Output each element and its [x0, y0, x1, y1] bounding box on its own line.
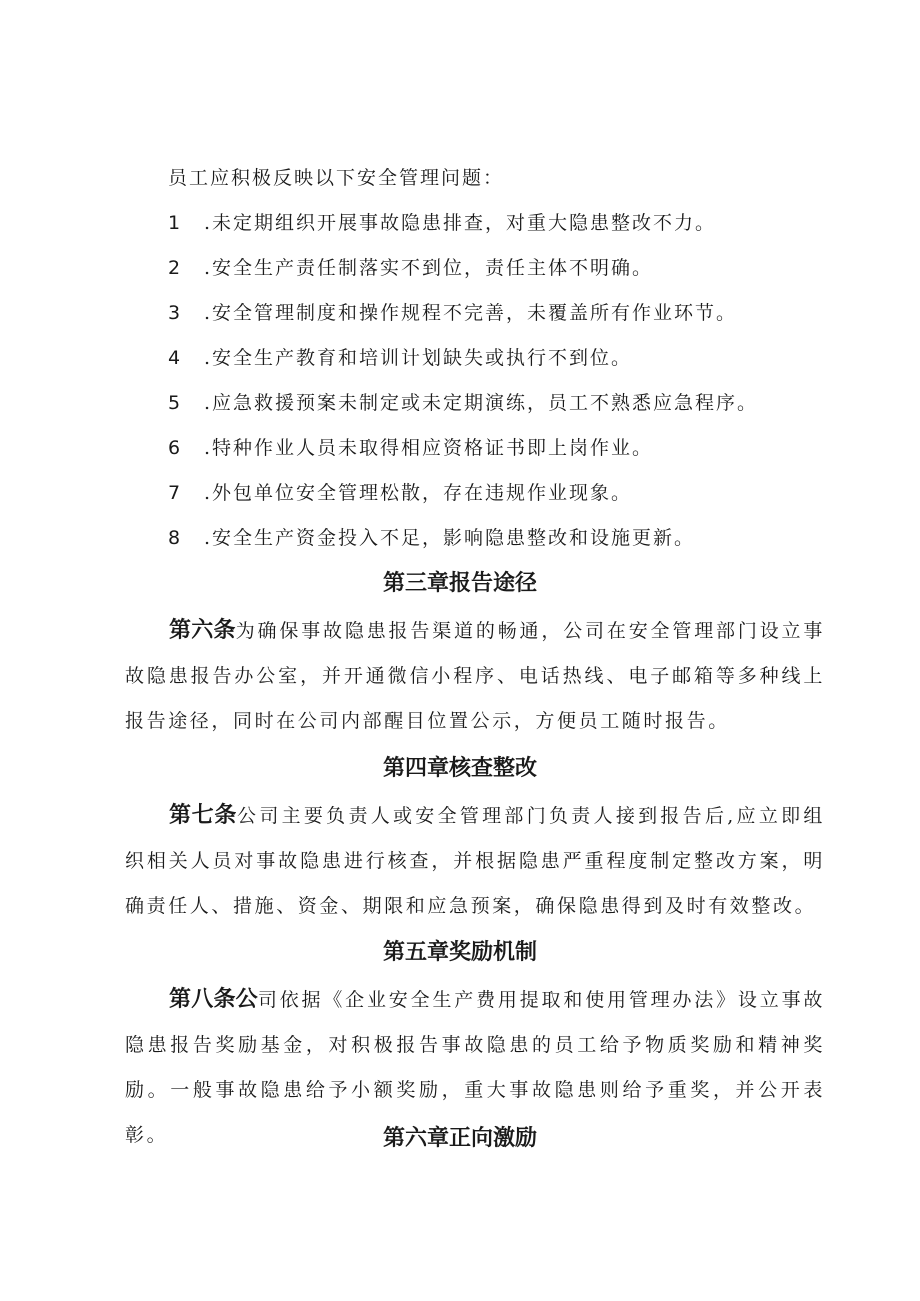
item-number: 3 [168, 302, 183, 324]
item-number: 4 [168, 347, 183, 369]
item-text: .安全生产资金投入不足，影响隐患整改和设施更新。 [204, 527, 696, 549]
item-number: 1 [168, 212, 183, 234]
article-text: 为确保事故隐患报告渠道的畅通，公司在安全管理部门设立事故隐患报告办公室，并开通微信小程序、电话热线、电子邮箱等多种线上报告途径，同时在公司内部醒目位置公示，方便员工随时报告。 [125, 620, 825, 732]
item-text: .外包单位安全管理松散，存在违规作业现象。 [204, 482, 633, 504]
item-text: .特种作业人员未取得相应资格证书即上岗作业。 [204, 437, 654, 459]
article-label: 第六条 [169, 618, 236, 643]
item-number: 8 [168, 527, 183, 549]
item-text: .应急救援预案未制定或未定期演练，员工不熟悉应急程序。 [204, 392, 759, 414]
article-text: 公司主要负责人或安全管理部门负责人接到报告后,应立即组织相关人员对事故隐患进行核查，并根据隐患严重程度制定整改方案，明确责任人、措施、资金、期限和应急预案，确保隐患得到及时有效整改。 [125, 805, 825, 917]
item-number: 6 [168, 437, 183, 459]
item-number: 7 [168, 482, 183, 504]
article-label: 第八条公 [169, 987, 258, 1012]
article-text: 司依据《企业安全生产费用提取和使用管理办法》设立事故隐患报告奖励基金，对积极报告事故隐患的员工给予物质奖励和精神奖励。一般事故隐患给予小额奖励，重大事故隐患则给予重奖，并公开表彰。 [125, 989, 825, 1146]
intro-line: 员工应积极反映以下安全管理问题： [168, 167, 505, 189]
item-text: .安全生产责任制落实不到位，责任主体不明确。 [204, 257, 654, 279]
chapter-heading: 第六章正向激励 [382, 1126, 537, 1151]
article-paragraph [125, 608, 825, 744]
item-text: .未定期组织开展事故隐患排查，对重大隐患整改不力。 [204, 212, 717, 234]
item-text: .安全管理制度和操作规程不完善，未覆盖所有作业环节。 [204, 302, 738, 324]
item-number: 2 [168, 257, 183, 279]
list-item [168, 298, 737, 325]
list-item [168, 433, 653, 460]
list-item [168, 523, 695, 550]
article-paragraph [125, 793, 825, 929]
chapter-heading: 第四章核查整改 [382, 756, 537, 781]
list-item [168, 478, 632, 505]
article-label: 第七条 [169, 803, 238, 828]
list-item [168, 343, 632, 370]
chapter-heading: 第五章奖励机制 [382, 940, 537, 965]
list-item [168, 208, 716, 235]
list-item [168, 388, 758, 415]
item-number: 5 [168, 392, 183, 414]
chapter-heading: 第三章报告途径 [382, 571, 537, 596]
list-item [168, 253, 653, 280]
item-text: .安全生产教育和培训计划缺失或执行不到位。 [204, 347, 633, 369]
